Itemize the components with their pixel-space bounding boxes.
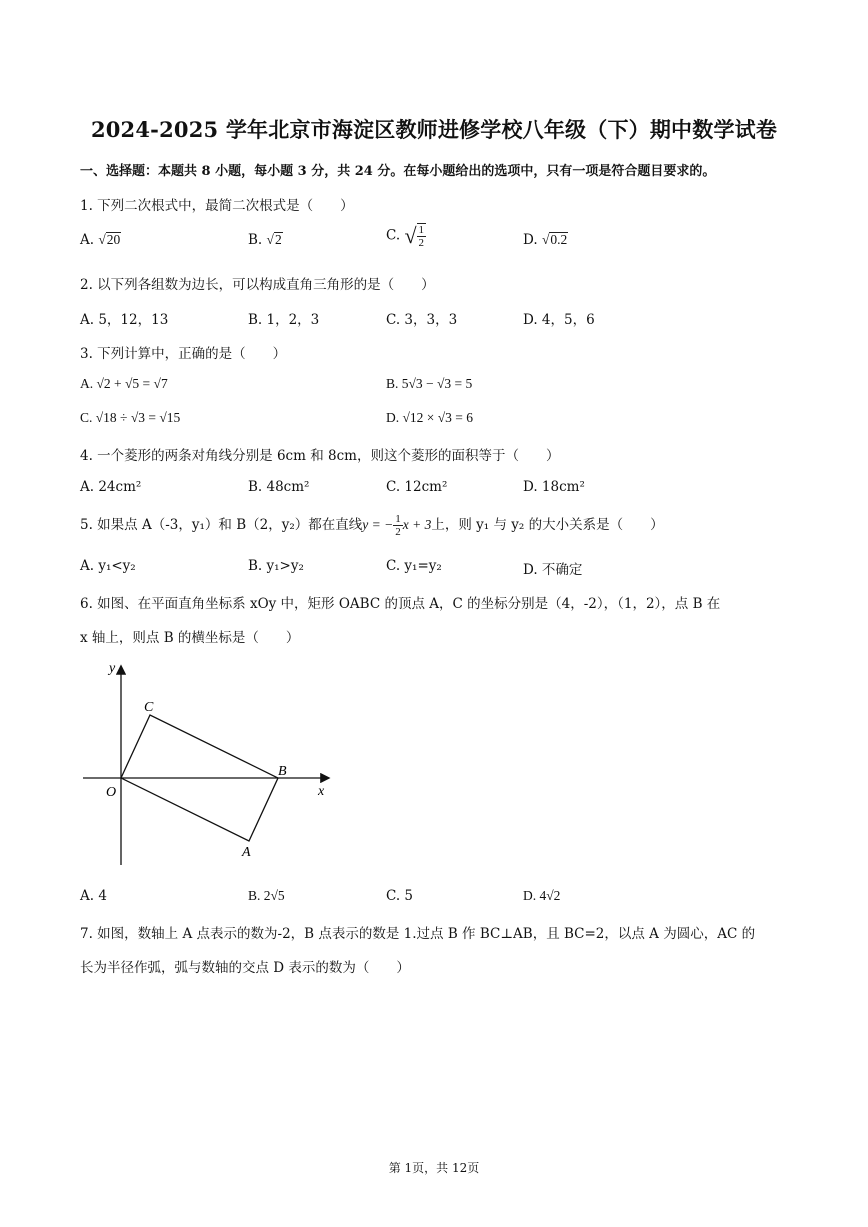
option-label: A. bbox=[80, 232, 99, 248]
question-1-stem: 1. 下列二次根式中，最简二次根式是（ ） bbox=[80, 198, 354, 214]
radicand: 20 bbox=[106, 232, 121, 247]
q4-option-b: B. 48cm² bbox=[248, 479, 310, 495]
question-7-stem-line-1: 7. 如图，数轴上 A 点表示的数为-2，B 点表示的数是 1.过点 B 作 BC⊥AB，且 BC=2，以点 A 为圆心，AC 的 bbox=[80, 926, 756, 942]
fraction bbox=[417, 223, 427, 249]
q5-equation-left: y = − bbox=[362, 517, 394, 532]
label-y: y bbox=[109, 661, 116, 676]
q4-option-c: C. 12cm² bbox=[386, 479, 448, 495]
frac-denominator: 2 bbox=[418, 237, 425, 249]
question-6-stem-line-1: 6. 如图、在平面直角坐标系 xOy 中，矩形 OABC 的顶点 A，C 的坐标分别是（4，-2），（1，2），点 B 在 bbox=[80, 596, 721, 612]
q6-option-b: B. 2√5 bbox=[248, 888, 285, 903]
question-3-stem: 3. 下列计算中，正确的是（ ） bbox=[80, 346, 287, 362]
q2-option-c: C. 3，3，3 bbox=[386, 312, 458, 328]
label-b: B bbox=[278, 764, 287, 779]
q5-option-b: B. y₁>y₂ bbox=[248, 558, 304, 574]
page-title: 2024-2025 学年北京市海淀区教师进修学校八年级（下）期中数学试卷 bbox=[90, 117, 778, 142]
option-label: B. bbox=[248, 232, 267, 248]
q5-stem-suffix: 上，则 y₁ 与 y₂ 的大小关系是（ ） bbox=[431, 517, 664, 533]
q5-option-a: A. y₁<y₂ bbox=[80, 558, 136, 574]
radicand: 0.2 bbox=[550, 232, 568, 247]
q6-option-c: C. 5 bbox=[386, 888, 414, 904]
q4-option-a: A. 24cm² bbox=[80, 479, 142, 495]
option-label: C. bbox=[386, 227, 405, 244]
question-6-stem-line-2: x 轴上，则点 B 的横坐标是（ ） bbox=[80, 630, 300, 646]
radicand: 2 bbox=[274, 232, 282, 247]
q1-option-d: D. √0.2 bbox=[523, 232, 568, 248]
question-7-stem-line-2: 长为半径作弧，弧与数轴的交点 D 表示的数为（ ） bbox=[80, 960, 410, 976]
q5-equation-right: x + 3 bbox=[402, 517, 432, 532]
label-a: A bbox=[242, 845, 251, 860]
page-footer: 第 1页，共 12页 bbox=[388, 1161, 480, 1175]
q4-option-d: D. 18cm² bbox=[523, 479, 585, 495]
q2-option-b: B. 1，2，3 bbox=[248, 312, 320, 328]
q5-option-d: D. 不确定 bbox=[523, 562, 583, 578]
q3-option-c: C. √18 ÷ √3 = √15 bbox=[80, 410, 181, 425]
q6-option-a: A. 4 bbox=[80, 888, 107, 904]
q5-equation-fraction bbox=[393, 513, 403, 538]
q1-option-b: B. √2 bbox=[248, 232, 282, 248]
question-5-stem bbox=[80, 510, 664, 540]
q1-option-c: C. √ $\frac{1}{2}$ bbox=[386, 223, 425, 249]
question-2-stem: 2. 以下列各组数为边长，可以构成直角三角形的是（ ） bbox=[80, 277, 435, 293]
q3-option-d: D. √12 × √3 = 6 bbox=[386, 410, 474, 425]
q3-option-b: B. 5√3 − √3 = 5 bbox=[386, 376, 473, 391]
question-4-stem: 4. 一个菱形的两条对角线分别是 6cm 和 8cm，则这个菱形的面积等于（ ） bbox=[80, 448, 560, 464]
label-o: O bbox=[106, 785, 117, 800]
q2-option-d: D. 4，5，6 bbox=[523, 312, 595, 328]
frac-numerator: 1 bbox=[418, 224, 425, 236]
option-label: D. bbox=[523, 232, 542, 248]
frac-denominator: 2 bbox=[395, 526, 401, 538]
q5-option-c: C. y₁=y₂ bbox=[386, 558, 442, 574]
rectangle-coordinate-figure bbox=[78, 655, 348, 870]
q6-option-d: D. 4√2 bbox=[523, 888, 561, 903]
frac-numerator: 1 bbox=[395, 513, 401, 525]
label-c: C bbox=[144, 700, 154, 715]
q1-option-a: A. √20 bbox=[80, 232, 121, 248]
q3-option-a: A. √2 + √5 = √7 bbox=[80, 376, 168, 391]
label-x: x bbox=[318, 784, 325, 799]
q2-option-a: A. 5，12，13 bbox=[80, 312, 169, 328]
section-heading: 一、选择题：本题共 8 小题，每小题 3 分，共 24 分。在每小题给出的选项中，只有一项是符合题目要求的。 bbox=[80, 164, 716, 179]
q5-stem-prefix: 5. 如果点 A（-3，y₁）和 B（2，y₂）都在直线 bbox=[80, 517, 363, 533]
